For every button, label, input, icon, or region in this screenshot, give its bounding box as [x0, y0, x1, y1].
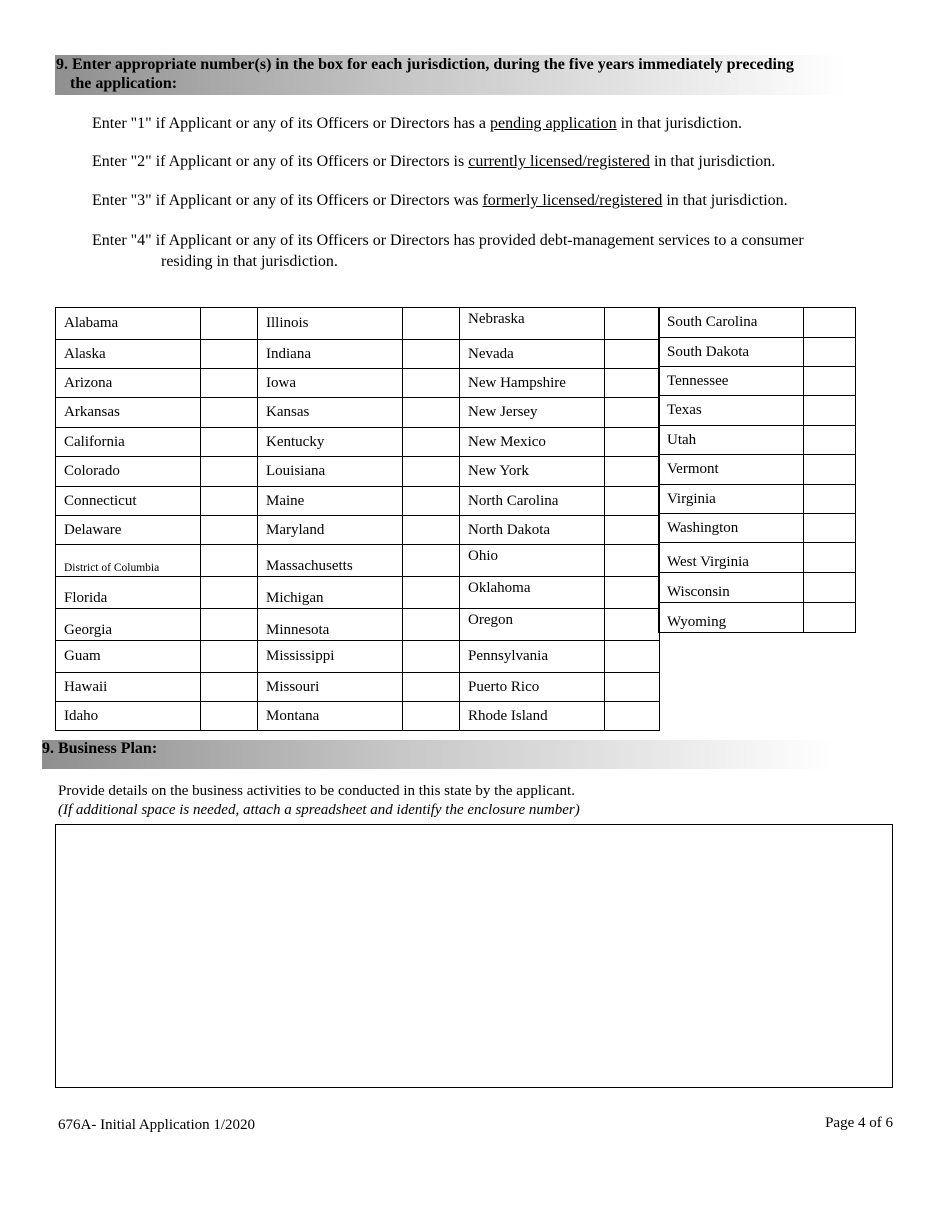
section-9-title-line1: 9. Enter appropriate number(s) in the box for each jurisdiction, during the five years immediately preceding: [56, 56, 794, 73]
jurisdiction-number-box[interactable]: [403, 577, 460, 609]
jurisdiction-name: Idaho: [56, 702, 201, 731]
jurisdiction-number-box[interactable]: [403, 457, 460, 487]
business-plan-note: (If additional space is needed, attach a spreadsheet and identify the enclosure number): [58, 802, 580, 818]
jurisdiction-name: Virginia: [659, 485, 804, 514]
page-number: Page 4 of 6: [825, 1115, 893, 1131]
section-9-title-line2: the application:: [70, 75, 178, 92]
jurisdiction-number-box[interactable]: [804, 396, 856, 426]
instruction-2-text: Enter "2" if Applicant or any of its Officers or Directors is: [92, 153, 469, 170]
jurisdiction-name: Louisiana: [258, 457, 403, 487]
jurisdiction-name: Nevada: [460, 340, 605, 369]
jurisdiction-name: Massachusetts: [258, 545, 403, 577]
jurisdiction-name: Minnesota: [258, 609, 403, 641]
jurisdiction-number-box[interactable]: [804, 485, 856, 514]
jurisdiction-number-box[interactable]: [605, 641, 660, 673]
jurisdiction-table-right: [658, 307, 856, 633]
jurisdiction-table-main: [55, 307, 660, 731]
instruction-3-text: Enter "3" if Applicant or any of its Officers or Directors was: [92, 192, 483, 209]
instruction-3: [92, 190, 862, 211]
jurisdiction-name: New York: [460, 457, 605, 487]
jurisdiction-name: New Jersey: [460, 398, 605, 428]
jurisdiction-number-box[interactable]: [403, 609, 460, 641]
jurisdiction-number-box[interactable]: [605, 609, 660, 641]
jurisdiction-number-box[interactable]: [201, 673, 258, 702]
instruction-1-text: Enter "1" if Applicant or any of its Officers or Directors has a: [92, 115, 490, 132]
jurisdiction-number-box[interactable]: [201, 398, 258, 428]
jurisdiction-name: Arkansas: [56, 398, 201, 428]
jurisdiction-number-box[interactable]: [804, 455, 856, 485]
jurisdiction-name: Pennsylvania: [460, 641, 605, 673]
jurisdiction-number-box[interactable]: [605, 308, 660, 340]
jurisdiction-number-box[interactable]: [605, 673, 660, 702]
instruction-1: [92, 113, 862, 134]
jurisdiction-number-box[interactable]: [403, 702, 460, 731]
jurisdiction-number-box[interactable]: [605, 457, 660, 487]
jurisdiction-number-box[interactable]: [605, 398, 660, 428]
jurisdiction-name: West Virginia: [659, 543, 804, 573]
jurisdiction-number-box[interactable]: [804, 603, 856, 633]
jurisdiction-number-box[interactable]: [201, 369, 258, 398]
jurisdiction-name: Hawaii: [56, 673, 201, 702]
jurisdiction-name: Mississippi: [258, 641, 403, 673]
jurisdiction-name: Missouri: [258, 673, 403, 702]
jurisdiction-number-box[interactable]: [804, 426, 856, 455]
jurisdiction-name: California: [56, 428, 201, 457]
jurisdiction-name: Wisconsin: [659, 573, 804, 603]
instruction-1-end: in that jurisdiction.: [616, 115, 742, 132]
jurisdiction-name: Guam: [56, 641, 201, 673]
jurisdiction-number-box[interactable]: [804, 308, 856, 338]
jurisdiction-name: Georgia: [56, 609, 201, 641]
jurisdiction-number-box[interactable]: [201, 457, 258, 487]
instruction-3-end: in that jurisdiction.: [662, 192, 788, 209]
jurisdiction-number-box[interactable]: [605, 702, 660, 731]
jurisdiction-number-box[interactable]: [605, 428, 660, 457]
jurisdiction-number-box[interactable]: [605, 340, 660, 369]
jurisdiction-number-box[interactable]: [201, 577, 258, 609]
instruction-4: [92, 230, 882, 272]
jurisdiction-number-box[interactable]: [403, 487, 460, 516]
business-plan-header-band: [42, 740, 832, 769]
jurisdiction-name: Alaska: [56, 340, 201, 369]
jurisdiction-number-box[interactable]: [403, 398, 460, 428]
instruction-3-underlined: formerly licensed/registered: [482, 192, 663, 209]
form-identifier: 676A- Initial Application 1/2020: [58, 1117, 256, 1133]
jurisdiction-name: Oregon: [460, 609, 605, 641]
jurisdiction-name: Ohio: [460, 545, 605, 577]
jurisdiction-name: Vermont: [659, 455, 804, 485]
jurisdiction-number-box[interactable]: [605, 487, 660, 516]
jurisdiction-number-box[interactable]: [403, 545, 460, 577]
jurisdiction-name: Alabama: [56, 308, 201, 340]
business-plan-instructions: [58, 782, 580, 820]
business-plan-title: 9. Business Plan:: [42, 740, 158, 757]
jurisdiction-number-box[interactable]: [403, 641, 460, 673]
jurisdiction-name: Puerto Rico: [460, 673, 605, 702]
jurisdiction-number-box[interactable]: [605, 516, 660, 545]
jurisdiction-name: North Dakota: [460, 516, 605, 545]
jurisdiction-number-box[interactable]: [403, 428, 460, 457]
jurisdiction-name: North Carolina: [460, 487, 605, 516]
jurisdiction-name: Maryland: [258, 516, 403, 545]
jurisdiction-number-box[interactable]: [201, 641, 258, 673]
jurisdiction-name: Montana: [258, 702, 403, 731]
jurisdiction-number-box[interactable]: [804, 573, 856, 603]
jurisdiction-name: Tennessee: [659, 367, 804, 396]
jurisdiction-name: Delaware: [56, 516, 201, 545]
jurisdiction-name: Washington: [659, 514, 804, 543]
jurisdiction-number-box[interactable]: [804, 543, 856, 573]
instruction-1-underlined: pending application: [489, 115, 617, 132]
jurisdiction-name: Nebraska: [460, 308, 605, 340]
jurisdiction-name: Kentucky: [258, 428, 403, 457]
jurisdiction-number-box[interactable]: [403, 369, 460, 398]
jurisdiction-name: South Carolina: [659, 308, 804, 338]
jurisdiction-name: Utah: [659, 426, 804, 455]
jurisdiction-name: Colorado: [56, 457, 201, 487]
jurisdiction-number-box[interactable]: [201, 308, 258, 340]
business-plan-textarea[interactable]: [55, 824, 893, 1088]
jurisdiction-number-box[interactable]: [605, 369, 660, 398]
instruction-4-line2: residing in that jurisdiction.: [161, 253, 338, 270]
jurisdiction-name: New Hampshire: [460, 369, 605, 398]
jurisdiction-name: Kansas: [258, 398, 403, 428]
jurisdiction-name: Maine: [258, 487, 403, 516]
jurisdiction-number-box[interactable]: [403, 516, 460, 545]
business-plan-instruction: Provide details on the business activities to be conducted in this state by the applicant.: [58, 783, 575, 799]
jurisdiction-number-box[interactable]: [403, 340, 460, 369]
jurisdiction-number-box[interactable]: [804, 367, 856, 396]
instruction-2-underlined: currently licensed/registered: [468, 153, 650, 170]
jurisdiction-number-box[interactable]: [201, 516, 258, 545]
jurisdiction-number-box[interactable]: [201, 340, 258, 369]
jurisdiction-name: Connecticut: [56, 487, 201, 516]
jurisdiction-number-box[interactable]: [605, 545, 660, 577]
jurisdiction-name: Texas: [659, 396, 804, 426]
jurisdiction-name: South Dakota: [659, 338, 804, 367]
jurisdiction-number-box[interactable]: [201, 487, 258, 516]
jurisdiction-number-box[interactable]: [403, 308, 460, 340]
instruction-2: [92, 151, 862, 172]
jurisdiction-name: Iowa: [258, 369, 403, 398]
jurisdiction-name: Arizona: [56, 369, 201, 398]
jurisdiction-name: Illinois: [258, 308, 403, 340]
jurisdiction-number-box[interactable]: [804, 514, 856, 543]
jurisdiction-number-box[interactable]: [201, 545, 258, 577]
jurisdiction-number-box[interactable]: [605, 577, 660, 609]
jurisdiction-name: Florida: [56, 577, 201, 609]
jurisdiction-name: Oklahoma: [460, 577, 605, 609]
jurisdiction-number-box[interactable]: [201, 702, 258, 731]
jurisdiction-name: District of Columbia: [56, 545, 201, 577]
jurisdiction-number-box[interactable]: [804, 338, 856, 367]
jurisdiction-name: Wyoming: [659, 603, 804, 633]
jurisdiction-name: Michigan: [258, 577, 403, 609]
jurisdiction-name: Rhode Island: [460, 702, 605, 731]
section-9-title: [56, 55, 794, 93]
jurisdiction-number-box[interactable]: [403, 673, 460, 702]
jurisdiction-number-box[interactable]: [201, 428, 258, 457]
jurisdiction-number-box[interactable]: [201, 609, 258, 641]
jurisdiction-name: Indiana: [258, 340, 403, 369]
jurisdiction-name: New Mexico: [460, 428, 605, 457]
instruction-4-line1: Enter "4" if Applicant or any of its Officers or Directors has provided debt-management services to a consumer: [92, 232, 804, 249]
instruction-2-end: in that jurisdiction.: [649, 153, 776, 170]
